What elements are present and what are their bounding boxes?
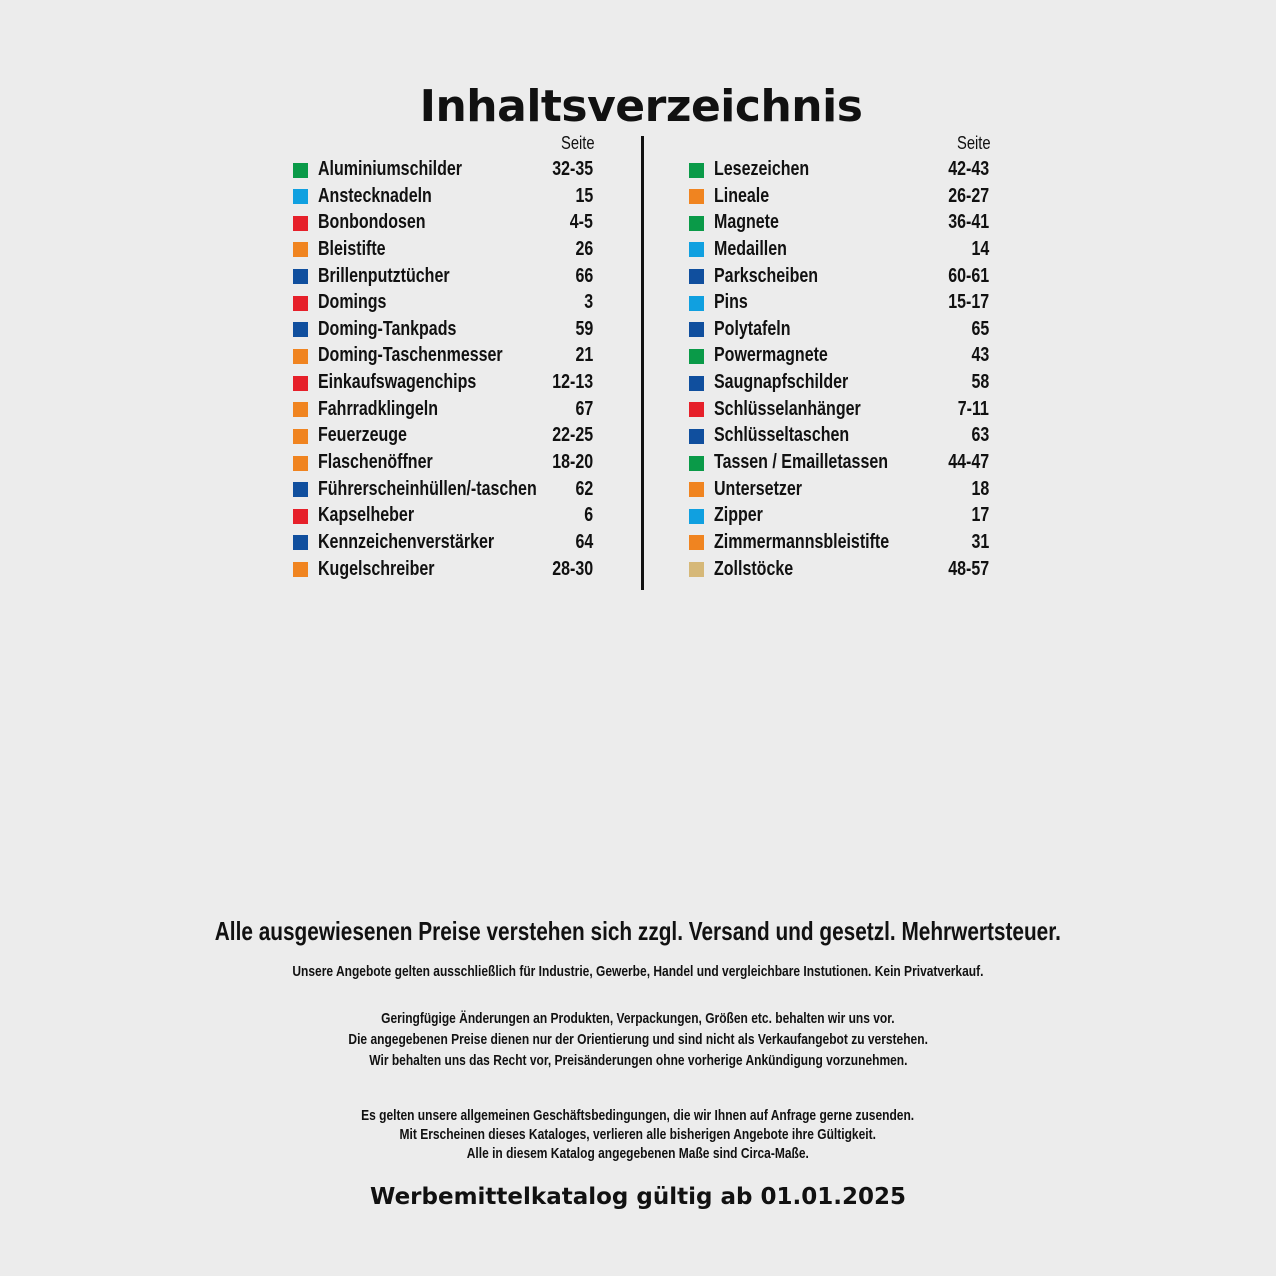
color-swatch xyxy=(689,242,704,257)
toc-entry xyxy=(292,476,602,503)
notice-line: Es gelten unsere allgemeinen Geschäftsbedingungen, die wir Ihnen auf Anfrage gerne zusenden. xyxy=(361,1107,915,1124)
column-divider xyxy=(641,136,644,590)
color-swatch xyxy=(293,296,308,311)
color-swatch xyxy=(293,562,308,577)
entry-page: 26 xyxy=(575,237,593,260)
entry-page: 59 xyxy=(575,317,593,340)
toc-entry xyxy=(292,449,602,476)
toc-entry xyxy=(292,316,602,343)
notice-line: Geringfügige Änderungen an Produkten, Verpackungen, Größen etc. behalten wir uns vor. xyxy=(381,1010,895,1027)
entry-label: Pins xyxy=(714,291,748,314)
entry-label: Brillenputztücher xyxy=(318,264,450,287)
toc-entry xyxy=(688,369,998,396)
entry-page: 15-17 xyxy=(948,291,989,314)
entry-page: 18 xyxy=(971,477,989,500)
entry-label: Zollstöcke xyxy=(714,557,794,580)
terms-notice xyxy=(0,1106,1276,1163)
customer-notice-text: Unsere Angebote gelten ausschließlich für Industrie, Gewerbe, Handel und vergleichbare Instutionen. Kein Privatverkauf. xyxy=(292,963,984,980)
entry-page: 65 xyxy=(971,317,989,340)
entry-page: 22-25 xyxy=(552,424,593,447)
toc-column-right xyxy=(688,130,998,582)
entry-page: 26-27 xyxy=(948,184,989,207)
toc-entry xyxy=(688,209,998,236)
toc-entry xyxy=(688,449,998,476)
entry-label: Powermagnete xyxy=(714,344,828,367)
entry-page: 42-43 xyxy=(948,158,989,180)
toc-list-left xyxy=(292,156,602,582)
toc-entry xyxy=(688,529,998,556)
entry-label: Untersetzer xyxy=(714,477,803,500)
column-header-seite: Seite xyxy=(560,133,595,153)
toc-entry xyxy=(292,422,602,449)
toc-entry xyxy=(688,422,998,449)
color-swatch xyxy=(293,376,308,391)
entry-label: Zimmermannsbleistifte xyxy=(714,530,890,553)
color-swatch xyxy=(689,535,704,550)
entry-label: Schlüsselanhänger xyxy=(714,397,861,420)
notice-line: Mit Erscheinen dieses Kataloges, verlieren alle bisherigen Angebote ihre Gültigkeit. xyxy=(399,1126,877,1143)
toc-entry xyxy=(292,342,602,369)
entry-label: Doming-Tankpads xyxy=(318,317,457,340)
entry-label: Lesezeichen xyxy=(714,158,810,180)
entry-label: Schlüsseltaschen xyxy=(714,424,850,447)
entry-page: 28-30 xyxy=(552,557,593,580)
entry-page: 44-47 xyxy=(948,451,989,474)
entry-label: Doming-Taschenmesser xyxy=(318,344,503,367)
entry-page: 63 xyxy=(971,424,989,447)
toc-entry xyxy=(688,263,998,290)
entry-label: Aluminiumschilder xyxy=(318,158,463,180)
color-swatch xyxy=(689,456,704,471)
color-swatch xyxy=(293,189,308,204)
toc-entry xyxy=(292,289,602,316)
entry-page: 7-11 xyxy=(957,397,989,420)
entry-label: Bonbondosen xyxy=(318,211,426,234)
color-swatch xyxy=(293,269,308,284)
entry-page: 21 xyxy=(575,344,593,367)
entry-label: Kugelschreiber xyxy=(318,557,435,580)
color-swatch xyxy=(293,456,308,471)
entry-label: Führerscheinhüllen/-taschen xyxy=(318,477,537,500)
toc-entry xyxy=(688,396,998,423)
column-header-seite: Seite xyxy=(956,133,991,153)
entry-page: 32-35 xyxy=(552,158,593,180)
color-swatch xyxy=(293,216,308,231)
toc-entry xyxy=(292,183,602,210)
entry-page: 17 xyxy=(971,504,989,527)
entry-page: 64 xyxy=(575,530,593,553)
toc-entry xyxy=(688,316,998,343)
color-swatch xyxy=(689,429,704,444)
toc-entry xyxy=(292,556,602,583)
customer-notice xyxy=(0,961,1276,982)
toc-entry xyxy=(688,236,998,263)
toc-entry xyxy=(688,156,998,183)
toc-entry xyxy=(688,289,998,316)
notice-line: Wir behalten uns das Recht vor, Preisänderungen ohne vorherige Ankündigung vorzunehmen. xyxy=(368,1052,908,1069)
color-swatch xyxy=(293,163,308,178)
entry-page: 14 xyxy=(971,237,989,260)
color-swatch xyxy=(689,562,704,577)
price-notice xyxy=(0,916,1276,947)
toc-entry xyxy=(688,502,998,529)
entry-label: Magnete xyxy=(714,211,779,234)
entry-page: 60-61 xyxy=(948,264,989,287)
color-swatch xyxy=(293,429,308,444)
entry-page: 62 xyxy=(575,477,593,500)
color-swatch xyxy=(689,269,704,284)
entry-label: Saugnapfschilder xyxy=(714,371,849,394)
color-swatch xyxy=(293,509,308,524)
toc-entry xyxy=(292,156,602,183)
page-title: Inhaltsverzeichnis xyxy=(419,81,863,133)
entry-label: Einkaufswagenchips xyxy=(318,371,477,394)
entry-label: Zipper xyxy=(714,504,763,527)
catalog-validity: Werbemittelkatalog gültig ab 01.01.2025 xyxy=(370,1184,906,1210)
entry-page: 48-57 xyxy=(948,557,989,580)
color-swatch xyxy=(293,242,308,257)
toc-entry xyxy=(688,476,998,503)
entry-label: Fahrradklingeln xyxy=(318,397,439,420)
color-swatch xyxy=(293,349,308,364)
notice-line: Die angegebenen Preise dienen nur der Orientierung und sind nicht als Verkaufangebot zu verstehen. xyxy=(348,1031,928,1048)
entry-page: 66 xyxy=(575,264,593,287)
entry-label: Medaillen xyxy=(714,237,787,260)
toc-entry xyxy=(292,369,602,396)
entry-label: Domings xyxy=(318,291,387,314)
entry-page: 18-20 xyxy=(552,451,593,474)
changes-notice xyxy=(0,1008,1276,1071)
toc-column-left xyxy=(292,130,602,582)
color-swatch xyxy=(293,402,308,417)
color-swatch xyxy=(689,509,704,524)
color-swatch xyxy=(689,402,704,417)
color-swatch xyxy=(689,216,704,231)
color-swatch xyxy=(689,349,704,364)
toc-entry xyxy=(292,263,602,290)
toc-entry xyxy=(292,502,602,529)
entry-label: Tassen / Emailletassen xyxy=(714,451,889,474)
color-swatch xyxy=(689,163,704,178)
color-swatch xyxy=(689,376,704,391)
entry-page: 36-41 xyxy=(948,211,989,234)
entry-page: 6 xyxy=(584,504,593,527)
entry-page: 58 xyxy=(971,371,989,394)
color-swatch xyxy=(689,189,704,204)
toc-entry xyxy=(292,236,602,263)
color-swatch xyxy=(293,322,308,337)
entry-label: Flaschenöffner xyxy=(318,451,433,474)
toc-entry xyxy=(292,209,602,236)
color-swatch xyxy=(689,322,704,337)
notice-line: Alle in diesem Katalog angegebenen Maße sind Circa-Maße. xyxy=(466,1145,810,1162)
toc-entry xyxy=(688,342,998,369)
color-swatch xyxy=(689,296,704,311)
color-swatch xyxy=(293,535,308,550)
entry-label: Bleistifte xyxy=(318,237,386,260)
toc-entry xyxy=(292,529,602,556)
toc-entry xyxy=(292,396,602,423)
toc-entry xyxy=(688,183,998,210)
entry-label: Kapselheber xyxy=(318,504,415,527)
color-swatch xyxy=(689,482,704,497)
entry-label: Kennzeichenverstärker xyxy=(318,530,495,553)
toc-entry xyxy=(688,556,998,583)
entry-label: Polytafeln xyxy=(714,317,791,340)
entry-label: Lineale xyxy=(714,184,770,207)
entry-page: 15 xyxy=(575,184,593,207)
entry-page: 4-5 xyxy=(569,211,593,234)
entry-page: 43 xyxy=(971,344,989,367)
color-swatch xyxy=(293,482,308,497)
price-notice-text: Alle ausgewiesenen Preise verstehen sich zzgl. Versand und gesetzl. Mehrwertsteuer. xyxy=(214,916,1062,946)
entry-label: Feuerzeuge xyxy=(318,424,407,447)
entry-page: 12-13 xyxy=(552,371,593,394)
entry-page: 67 xyxy=(575,397,593,420)
toc-list-right xyxy=(688,156,998,582)
entry-page: 3 xyxy=(584,291,593,314)
entry-label: Anstecknadeln xyxy=(318,184,432,207)
entry-page: 31 xyxy=(971,530,989,553)
entry-label: Parkscheiben xyxy=(714,264,819,287)
